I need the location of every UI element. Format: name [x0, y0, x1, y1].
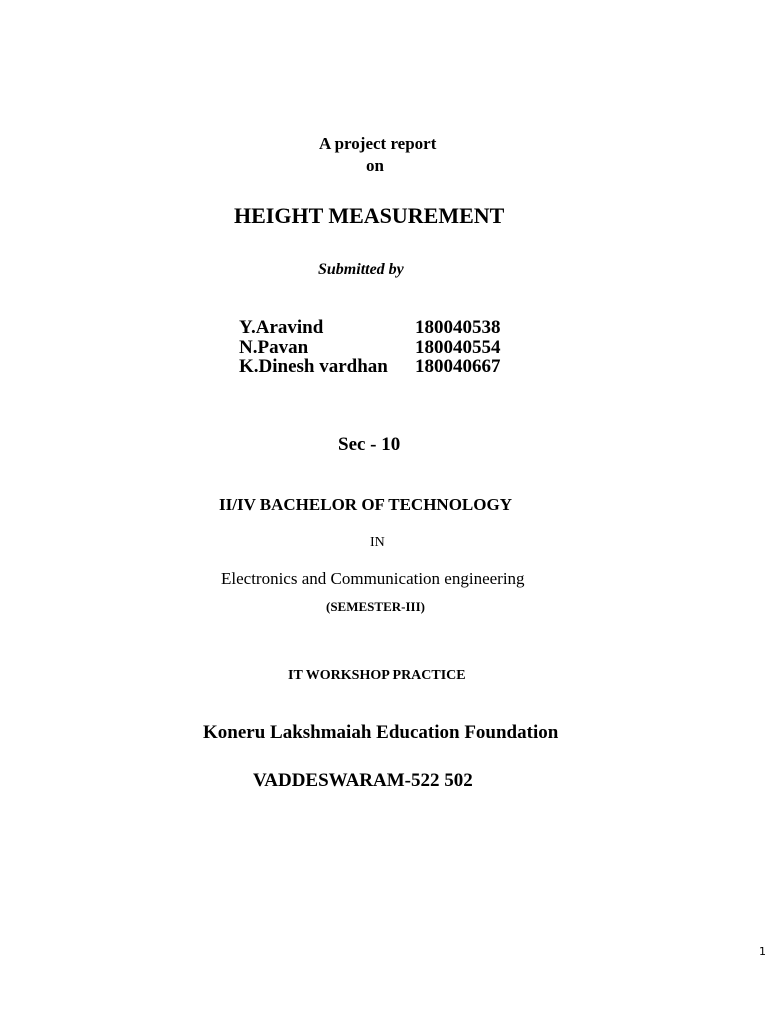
member-id: 180040538 [415, 317, 501, 338]
submitted-by-label: Submitted by [318, 261, 404, 278]
in-label: IN [370, 535, 385, 550]
degree-label: II/IV BACHELOR OF TECHNOLOGY [219, 495, 512, 514]
semester-label: (SEMESTER-III) [326, 599, 425, 614]
intro-line-1: A project report [319, 134, 437, 153]
branch-label: Electronics and Communication engineering [221, 569, 525, 588]
member-name: Y.Aravind [239, 317, 324, 338]
member-name: N.Pavan [239, 336, 309, 358]
course-label: IT WORKSHOP PRACTICE [288, 668, 466, 683]
institution-name: Koneru Lakshmaiah Education Foundation [203, 722, 559, 743]
member-id: 180040554 [415, 336, 501, 358]
section-label: Sec - 10 [338, 434, 401, 455]
institution-location: VADDESWARAM-522 502 [253, 770, 473, 791]
member-row [239, 318, 501, 338]
member-row [239, 357, 501, 377]
member-row [239, 338, 501, 358]
report-title: HEIGHT MEASUREMENT [234, 203, 505, 228]
member-list [239, 318, 501, 377]
member-name: K.Dinesh vardhan [239, 356, 388, 377]
member-id: 180040667 [415, 356, 501, 377]
intro-line-2: on [366, 156, 384, 175]
page-number: 1 [759, 945, 766, 958]
